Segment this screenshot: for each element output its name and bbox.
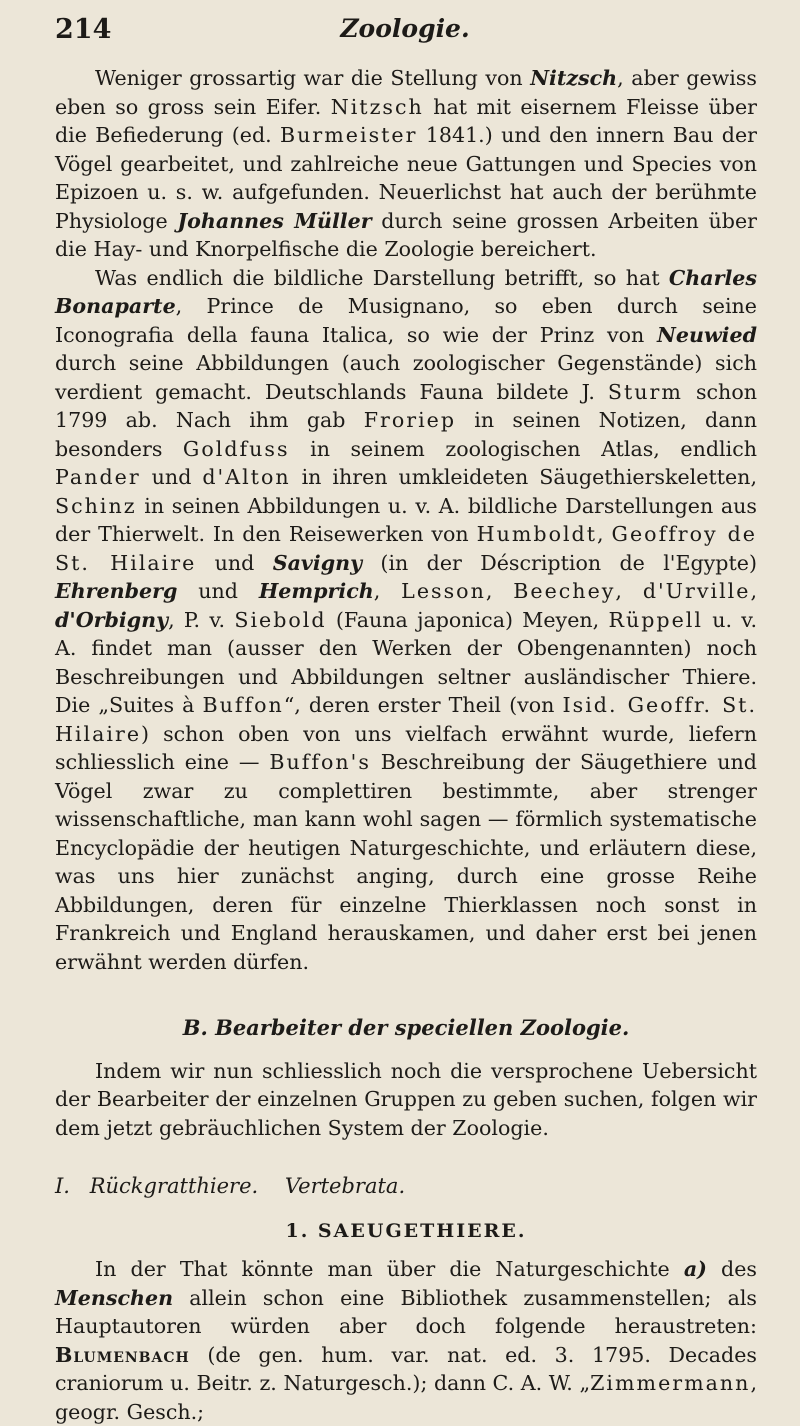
author-name: Neuwied [657, 322, 757, 347]
page-number: 214 [55, 14, 112, 45]
author-name: Geoffroy de St. Hilaire [55, 522, 757, 575]
author-name: Hemprich [258, 579, 374, 603]
author-name: Charles Bonaparte [55, 265, 757, 318]
paragraph-4: In der That könnte man über die Naturgeschichte a) des Menschen allein schon eine Bibliothek zusammenstellen; als Hauptautoren würden aber doch folgende heraustreten: Blumenbach (de gen. hum. var. nat. ed. 3. 1795. Decades craniorum u. Beitr. z. Naturgesch.); dann C. A. W. „Zimmermann, geogr. Gesch.; [55, 1257, 757, 1424]
author-name: Johannes Müller [177, 208, 372, 233]
author-name: Schinz [55, 493, 137, 518]
section-number: I. [55, 1174, 70, 1198]
author-name: Isid. Geoffr. St. Hilaire [55, 693, 757, 746]
author-name: Burmeister [280, 123, 418, 147]
author-name: Pander [55, 465, 141, 489]
page-body [55, 64, 757, 1426]
author-name: Beechey [513, 579, 616, 603]
author-name: Goldfuss [182, 436, 290, 461]
author-name: Nitzsch [330, 94, 424, 119]
author-name: Nitzsch [530, 66, 618, 90]
subsection-heading: 1. SAEUGETHIERE. [285, 1219, 527, 1242]
author-name: Buffon's [269, 750, 371, 774]
paragraph-3: Indem wir nun schliesslich noch die versprochene Uebersicht der Bearbeiter der einzelnen Gruppen zu geben suchen, folgen wir dem jetzt gebräuchlichen System der Zoologie. [55, 1058, 757, 1140]
keyword: Menschen [55, 1285, 174, 1310]
author-name: Froriep [363, 408, 457, 432]
author-name: Blumenbach [55, 1342, 190, 1367]
author-name: Savigny [272, 550, 363, 575]
author-name: Sturm [607, 379, 683, 404]
paragraph-2: Was endlich die bildliche Darstellung betrifft, so hat Charles Bonaparte, Prince de Musignano, so eben durch seine Iconografia della fauna Italica, so wie der Prinz von Neuwied durch seine Abbildungen (auch zoologischer Gegenstände) sich verdient gemacht. Deutschlands Fauna bildete J. Sturm schon 1799 ab. Nach ihm gab Froriep in seinen Notizen, dann besonders Goldfuss in seinem zoologischen Atlas, endlich Pander und d'Alton in ihren umkleideten Säugethierskeletten, Schinz in seinen Abbildungen u. v. A. bildliche Darstellungen aus der Thierwelt. In den Reisewerken von Humboldt, Geoffroy de St. Hilaire und Savigny (in der Déscription de l'Egypte) Ehrenberg und Hemprich, Lesson, Beechey, d'Urville, d'Orbigny, P. v. Siebold (Fauna japonica) Meyen, Rüppell u. v. A. findet man (ausser den Werken der Obengenannten) noch Beschreibungen und Abbildungen seltner ausländischer Thiere. Die „Suites à Buffon“, deren erster Theil (von Isid. Geoffr. St. Hilaire) schon oben von uns vielfach erwähnt wurde, liefern schliesslich eine — Buffon's Beschreibung der Säugethiere und Vögel zwar zu complettiren bestimmte, aber strenger wissenschaftliche, man kann wohl sagen — förmlich systematische Encyclopädie der heutigen Naturgeschichte, und erläutern diese, was uns hier zunächst anging, durch eine grosse Reihe Abbildungen, deren für einzelne Thierklassen noch sonst in Frankreich und England herauskamen, und daher erst bei jenen erwähnt werden dürfen. [55, 265, 758, 974]
author-name: Rüppell [608, 607, 703, 632]
author-name: Buffon [202, 693, 284, 717]
section-heading [55, 1172, 757, 1201]
running-head: Zoologie. [340, 14, 470, 43]
author-name: d'Urville [642, 579, 751, 603]
author-name: d'Orbigny [55, 607, 169, 632]
page-header [55, 14, 755, 54]
section-title-german: Rückgratthiere. [89, 1174, 259, 1198]
section-title-latin: Vertebrata. [284, 1174, 406, 1198]
paragraph-1: Weniger grossartig war die Stellung von Nitzsch, aber gewiss eben so gross sein Eifer. Nitzsch hat mit eisernem Fleisse über die Befiederung (ed. Burmeister 1841.) und den innern Bau der Vögel gearbeitet, und zahlreiche neue Gattungen und Species von Epizoen u. s. w. aufgefunden. Neuerlichst hat auch der berühmte Physiologe Johannes Müller durch seine grossen Arbeiten über die Hay- und Knorpelfische die Zoologie bereichert. [55, 66, 757, 261]
author-name: d'Alton [202, 465, 291, 489]
author-name: Zimmermann [590, 1371, 751, 1395]
heading-b: B. Bearbeiter der speciellen Zoologie. [182, 1015, 630, 1040]
author-name: Siebold [234, 607, 327, 632]
author-name: Ehrenberg [55, 579, 178, 603]
author-name: Humboldt [476, 522, 598, 546]
author-name: Lesson [401, 579, 486, 603]
